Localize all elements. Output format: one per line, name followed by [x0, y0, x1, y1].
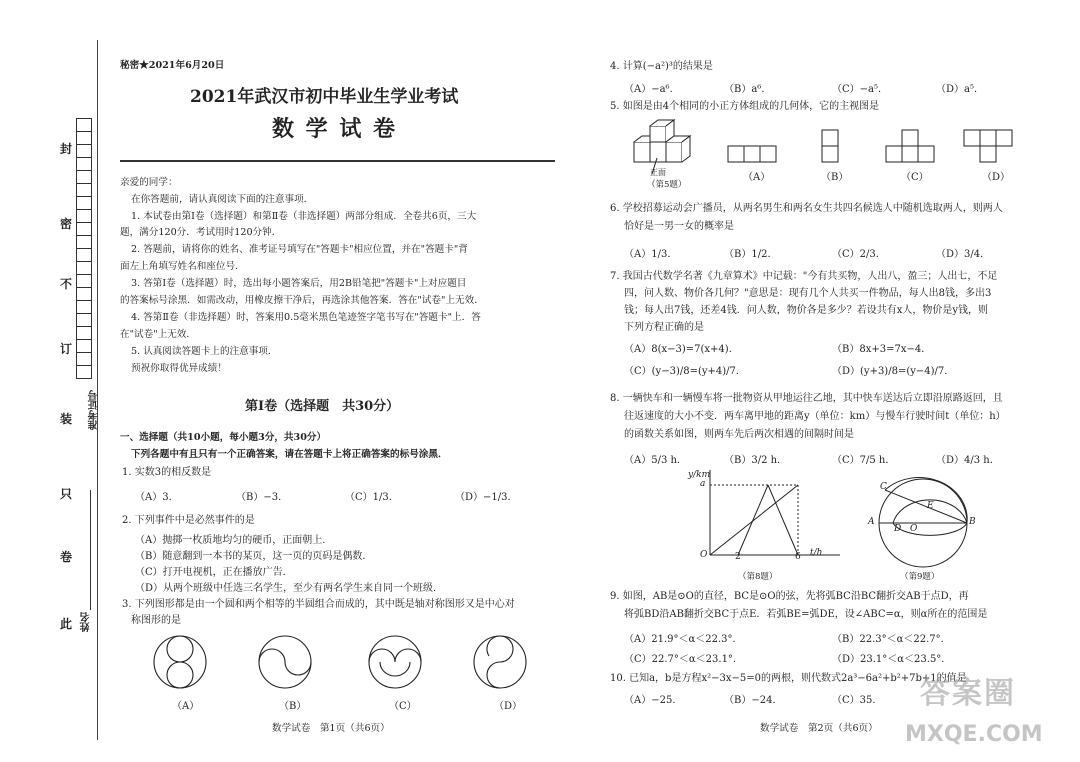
q6-option-a: （A）1/3．: [624, 249, 678, 260]
name-underline: [90, 490, 91, 610]
notice-line: 2. 答题前，请将你的姓名、准考证号填写在"答题卡"相应位置，并在"答题卡"背: [131, 244, 468, 255]
notice-line: 预祝你取得优异成绩！: [131, 363, 227, 374]
q5-option-d-view: [964, 130, 1012, 162]
q10-option-a: （A）−25．: [624, 695, 683, 706]
notice-line: 1. 本试卷由第Ⅰ卷（选择题）和第Ⅱ卷（非选择题）两部分组成．全卷共6页，三大: [131, 211, 477, 222]
q7-stem-2: 四，问人数、物价各几何？"意思是：现有几个人共买一件物品，每人出8钱，多出3: [624, 288, 992, 299]
q7-stem-4: 下列方程正确的是: [624, 322, 704, 333]
exam-subtitle: 数 学 试 卷: [272, 116, 397, 142]
q9-option-b: （B）22.3°＜α＜22.7°．: [832, 634, 951, 645]
q7-stem: 7. 我国古代数学名著《九章算术》中记载："今有共买物，人出八，盈三；人出七，不足: [610, 271, 998, 282]
notice-line: 4. 答第Ⅱ卷（非选择题）时，答案用0.5毫米黑色笔迹签字笔书写在"答题卡"上．答: [131, 312, 481, 323]
q3-figure-c: [369, 636, 421, 688]
q9-option-c: （C）22.7°＜α＜23.1°．: [624, 654, 743, 665]
q9-option-a: （A）21.9°＜α＜22.3°．: [624, 634, 743, 645]
q1-option-d: （D）−1/3．: [455, 492, 518, 503]
q6-option-b: （B）1/2．: [724, 249, 778, 260]
q8-a-label: a: [700, 479, 706, 489]
q5-caption: （第5题）: [647, 180, 687, 190]
q10-stem: 10. 已知a，b是方程x²−3x−5=0的两根，则代数式2a³−6a²+b²+7b+1的值是: [610, 673, 967, 684]
q9-stem-2: 将弧BD沿AB翻折交BC于点E．若弧BE=弧DE，设∠ABC=α，则α所在的范围是: [624, 609, 988, 620]
q5-label-b: （B）: [821, 172, 849, 183]
q4-option-b: （B）a⁶．: [724, 84, 772, 95]
binding-char: 此: [60, 617, 73, 631]
q5-label-a: （A）: [743, 172, 771, 183]
q2-stem: 2. 下列事件中是必然事件的是: [122, 515, 255, 526]
q7-option-b: （B）8x+3=7x−4．: [832, 344, 932, 355]
q9-label-c: C: [880, 482, 887, 492]
q9-option-d: （D）23.1°＜α＜23.5°．: [832, 654, 952, 665]
notice-line: 在你答题前，请认真阅读下面的注意事项．: [131, 194, 314, 205]
notice-line: 在"试卷"上无效．: [120, 329, 196, 340]
exam-number-label: 准考证号: [89, 390, 100, 430]
notice-line: 题，满分120分．考试用时120分钟．: [120, 227, 282, 238]
q2-option-b: （B）随意翻到一本书的某页，这一页的页码是偶数．: [135, 551, 373, 562]
q9-stem: 9. 如图，AB是⊙O的直径，BC是⊙O的弦，先将弧BC沿BC翻折交AB于点D，再: [610, 591, 969, 602]
q5-solid: [634, 120, 690, 174]
part1-instruction: 下列各题中有且只有一个正确答案，请在答题卡上将正确答案的标号涂黑．: [131, 449, 448, 460]
q3-figures: [140, 632, 590, 702]
q10-option-b: （B）−24．: [724, 695, 783, 706]
notice-line: 的答案标号涂黑．如需改动，用橡皮擦干净后，再选涂其他答案．答在"试卷"上无效．: [120, 295, 484, 306]
q9-label-a: A: [868, 517, 875, 527]
q5-option-a-view: [728, 146, 776, 162]
q5-option-c-view: [886, 130, 934, 162]
binding-char: 不: [60, 277, 73, 291]
q8-stem-3: 的函数关系如图，则两车先后两次相遇的间隔时间是: [624, 429, 854, 440]
q3-stem: 3. 下列图形都是由一个圆和两个相等的半圆组合而成的，其中既是轴对称图形又是中心对: [122, 599, 515, 610]
q1-stem: 1. 实数3的相反数是: [122, 467, 212, 478]
q8-graph: [690, 470, 850, 570]
q9-caption: （第9题）: [900, 572, 940, 582]
binding-char: 订: [60, 342, 73, 356]
secret-mark: 秘密★2021年6月20日: [120, 60, 225, 71]
q4-stem: 4. 计算(−a²)³的结果是: [610, 61, 713, 72]
section-title: 第Ⅰ卷（选择题 共30分）: [245, 399, 400, 414]
binding-char: 装: [60, 412, 73, 426]
q1-option-c: （C）1/3．: [345, 492, 399, 503]
greeting: 亲爱的同学：: [120, 177, 178, 188]
notice-line: 面左上角填写姓名和座位号．: [120, 261, 245, 272]
q7-option-a: （A）8(x−3)=7(x+4)．: [624, 344, 739, 355]
q6-option-d: （D）3/4．: [936, 249, 991, 260]
q9-label-o: O: [910, 524, 918, 534]
watermark-url: MXQE.COM: [905, 722, 1043, 747]
q8-caption: （第8题）: [738, 572, 778, 582]
q10-option-c: （C）35．: [832, 695, 883, 706]
q8-tick-6: 6: [795, 552, 801, 562]
notice-line: 5. 认真阅读答题卡上的注意事项．: [131, 346, 278, 357]
notice-line: 3. 答第Ⅰ卷（选择题）时，选出每小题答案后，用2B铅笔把"答题卡"上对应题目: [131, 278, 467, 289]
exam-number-boxes: [76, 118, 92, 379]
q2-option-a: （A）抛掷一枚质地均匀的硬币，正面朝上．: [135, 535, 333, 546]
part1-heading: 一、选择题（共10小题，每小题3分，共30分）: [120, 432, 327, 443]
q5-front-label: 正面: [650, 168, 666, 177]
q7-option-d: （D）(y+3)/8=(y−4)/7．: [832, 366, 955, 377]
q3-label-d: （D）: [494, 701, 523, 712]
q6-stem-cont: 恰好是一男一女的概率是: [624, 221, 734, 232]
q1-option-b: （B）−3．: [236, 492, 289, 503]
q7-option-c: （C）(y−3)/8=(y+4)/7．: [624, 366, 746, 377]
q8-ylabel: y/km: [688, 470, 711, 480]
binding-char: 只: [60, 487, 73, 501]
q4-option-d: （D）a⁵．: [936, 84, 984, 95]
q6-stem: 6. 学校招募运动会广播员，从两名男生和两名女生共四名候选人中随机选取两人，则两人: [610, 203, 1003, 214]
q9-label-b: B: [969, 517, 976, 527]
q9-label-e: E: [927, 501, 934, 511]
q8-stem: 8. 一辆快车和一辆慢车将一批物资从甲地运往乙地，其中快车送达后立即沿原路返回，且: [610, 393, 1003, 404]
q9-label-d: D: [894, 524, 902, 534]
q5-label-d: （D）: [982, 172, 1011, 183]
q5-label-c: （C）: [901, 172, 929, 183]
q8-tick-2: 2: [735, 552, 741, 562]
q2-option-c: （C）打开电视机，正在播放广告．: [135, 567, 293, 578]
q3-figure-a: [154, 636, 206, 688]
q6-option-c: （C）2/3．: [832, 249, 886, 260]
q8-option-a: （A）5/3 h．: [624, 455, 687, 466]
q3-label-c: （C）: [389, 701, 417, 712]
q5-stem: 5. 如图是由4个相同的小正方体组成的几何体，它的主视图是: [610, 101, 880, 112]
binding-char: 卷: [60, 550, 73, 564]
binding-char: 封: [60, 142, 73, 156]
q7-stem-3: 钱；每人出7钱，还差4钱．问人数，物价各是多少？若设共有x人，物价是y钱，则: [624, 305, 989, 316]
page1-footer: 数学试卷 第1页（共6页）: [272, 723, 390, 734]
name-label: 姓名: [81, 612, 92, 632]
q8-stem-2: 往返速度的大小不变．两车离甲地的距离y（单位：km）与慢车行驶时间t（单位：h）: [624, 411, 1006, 422]
q3-stem-cont: 称图形的是: [131, 615, 181, 626]
binding-char: 密: [60, 217, 73, 231]
q4-option-a: （A）−a⁶．: [624, 84, 680, 95]
q8-origin: O: [700, 550, 708, 560]
exam-title: 2021年武汉市初中毕业生学业考试: [190, 87, 459, 107]
page2-footer: 数学试卷 第2页（共6页）: [760, 723, 878, 734]
q8-xlabel: t/h: [810, 548, 823, 558]
q8-option-c: （C）7/5 h．: [832, 455, 896, 466]
q2-option-d: （D）从两个班级中任选三名学生，至少有两名学生来自同一个班级．: [135, 583, 444, 594]
q5-option-b-view: [822, 130, 838, 162]
q8-option-b: （B）3/2 h．: [724, 455, 788, 466]
watermark-logo-text: 答案圈: [920, 676, 1016, 711]
q3-label-a: （A）: [172, 701, 200, 712]
q3-figure-d: [474, 636, 526, 688]
title-rule: [120, 160, 555, 162]
q1-option-a: （A）3．: [135, 492, 179, 503]
q3-label-b: （B）: [279, 701, 307, 712]
q8-option-d: （D）4/3 h．: [936, 455, 1000, 466]
q3-figure-b: [259, 636, 311, 688]
q4-option-c: （C）−a⁵．: [832, 84, 889, 95]
